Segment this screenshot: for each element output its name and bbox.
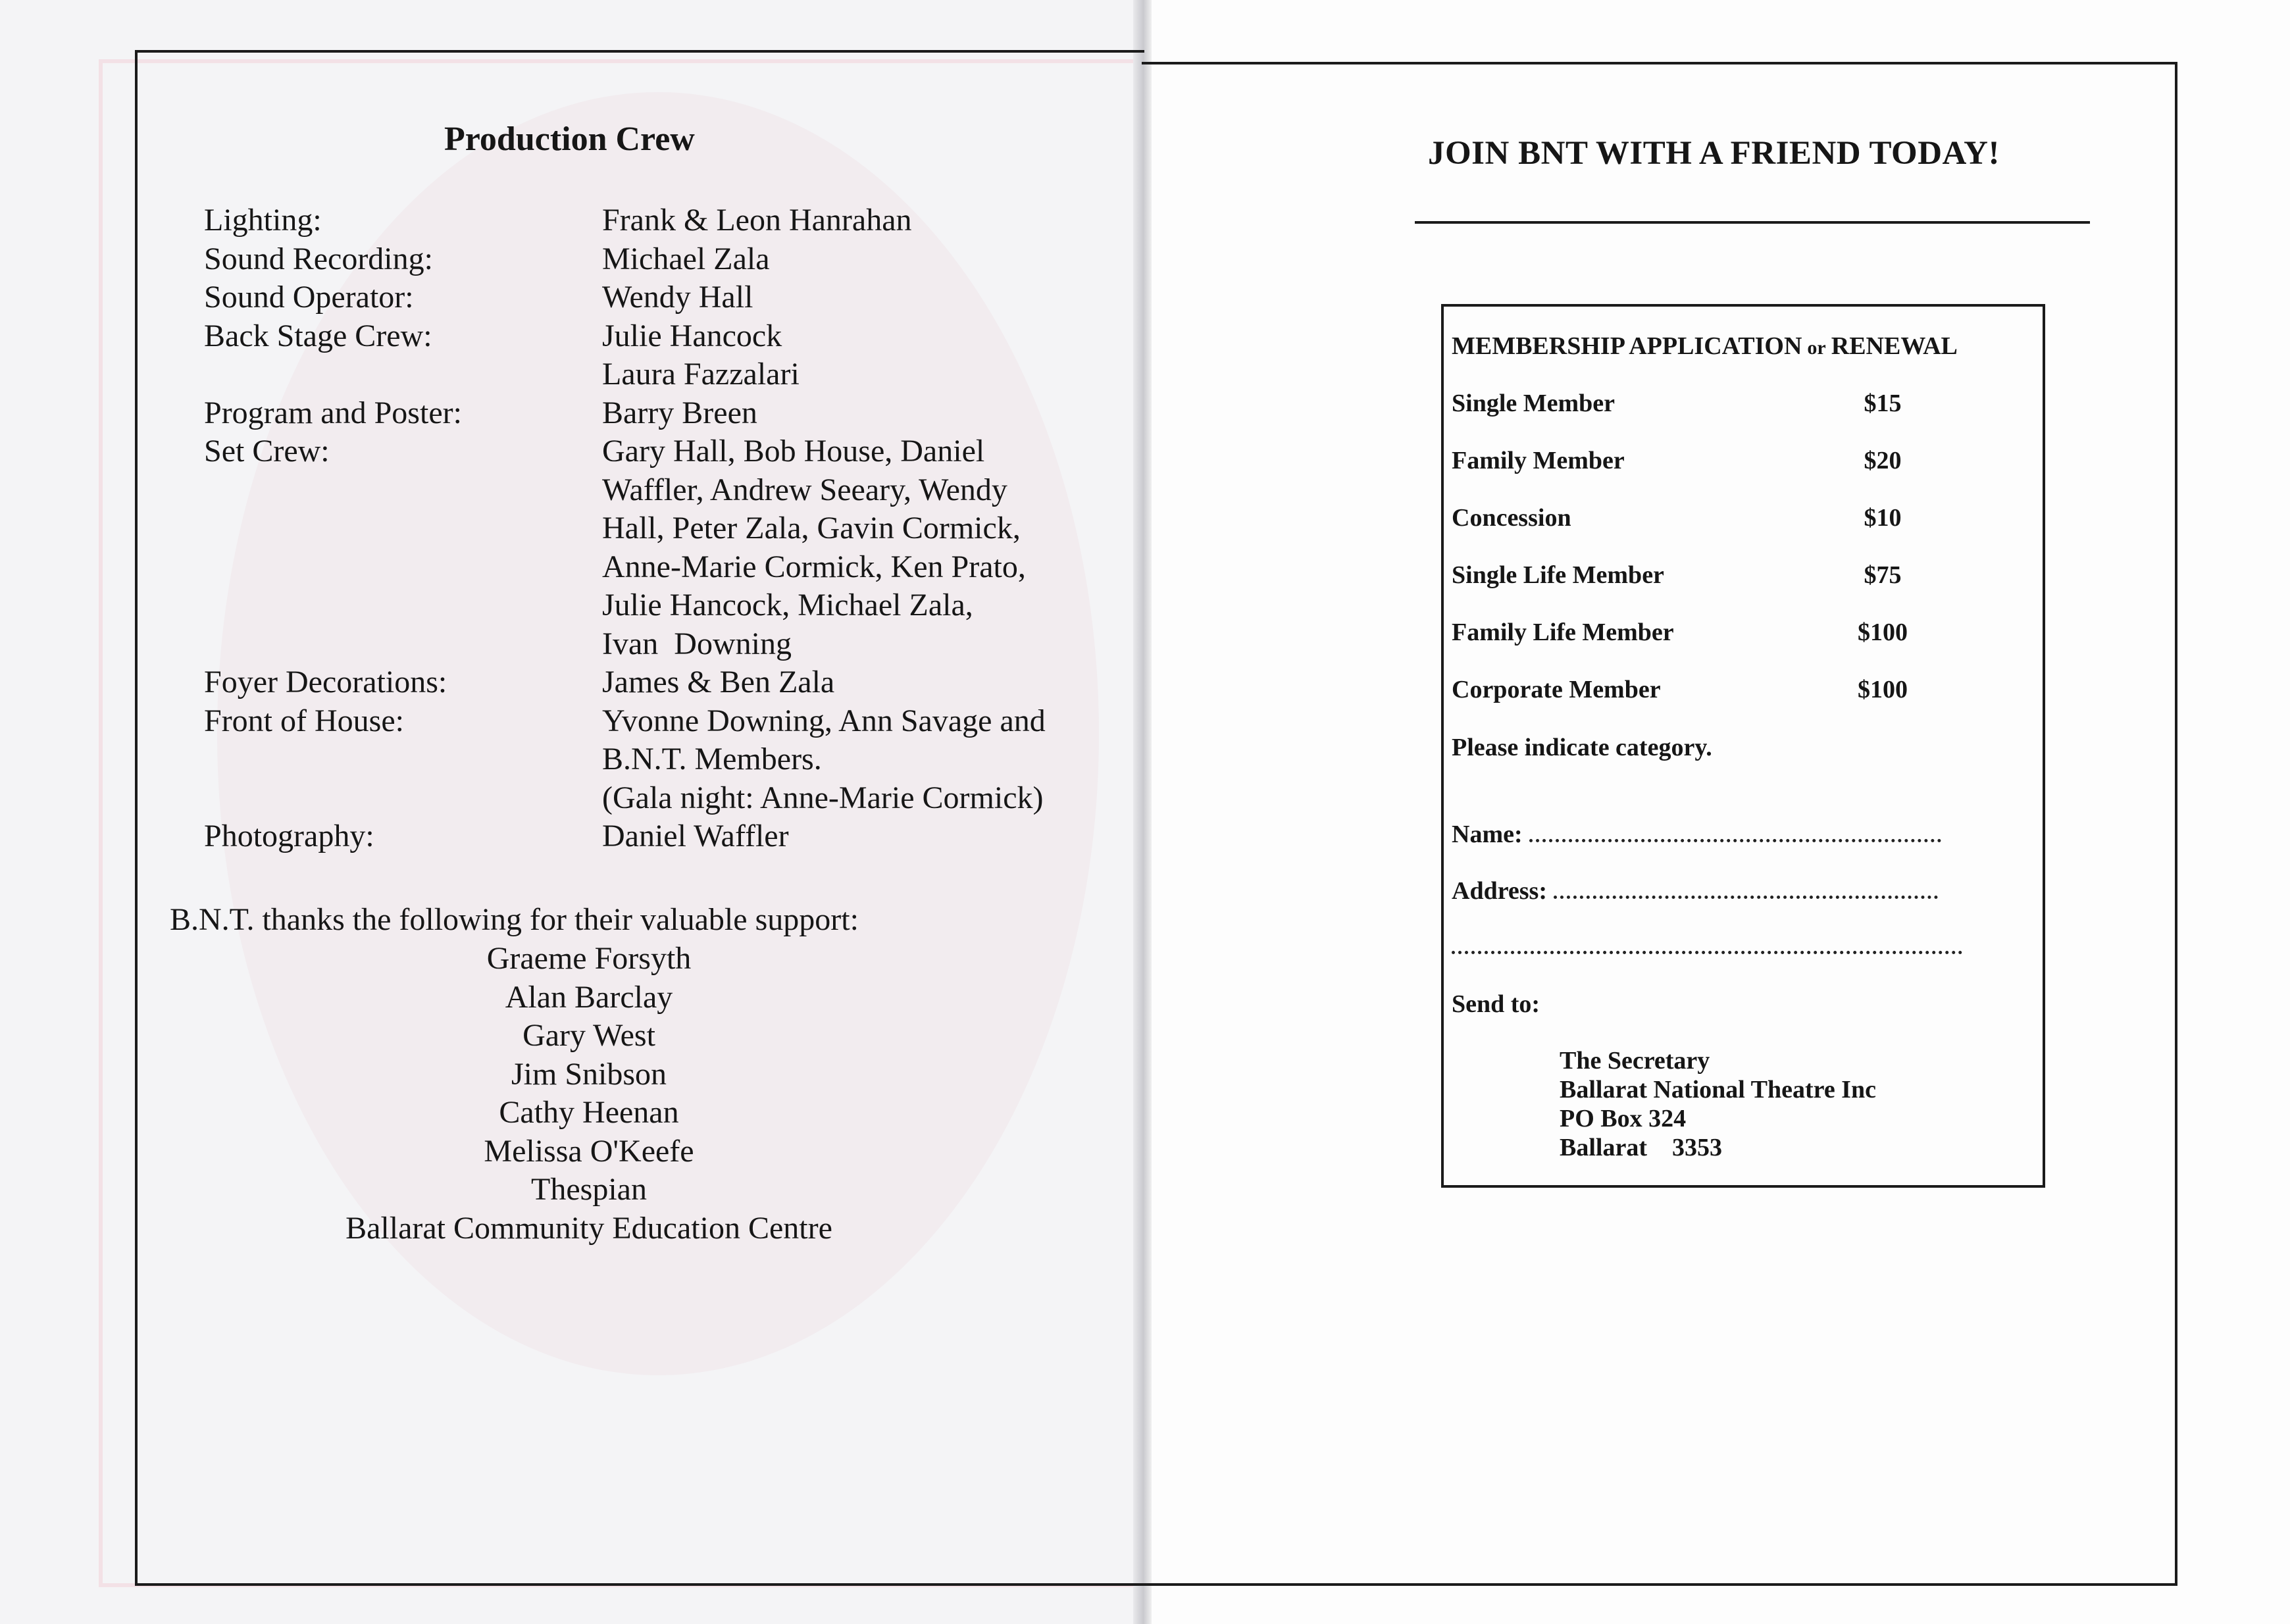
crew-name: Yvonne Downing, Ann Savage and [602, 703, 1046, 738]
crew-name: Barry Breen [602, 395, 757, 430]
production-crew-title: Production Crew [444, 120, 695, 158]
address-line: Ballarat National Theatre Inc [1560, 1076, 1876, 1104]
membership-option[interactable] [1452, 389, 1925, 422]
name-field[interactable] [1452, 820, 1941, 849]
membership-label: Family Member [1452, 447, 1625, 474]
membership-option[interactable] [1452, 618, 1925, 651]
crew-role: Photography: [204, 819, 374, 853]
membership-price: $15 [1864, 390, 1902, 417]
crew-name: Laura Fazzalari [602, 357, 800, 392]
crew-name: Frank & Leon Hanrahan [602, 203, 912, 238]
crew-role: Program and Poster: [204, 395, 462, 430]
address-field-line-2[interactable] [1452, 932, 1962, 961]
crew-role: Sound Recording: [204, 241, 433, 276]
crew-role: Front of House: [204, 703, 404, 738]
crew-name: (Gala night: Anne-Marie Cormick) [602, 780, 1044, 815]
form-heading-or: or [1807, 337, 1826, 359]
crew-name: Hall, Peter Zala, Gavin Cormick, [602, 511, 1021, 546]
thanks-item: Gary West [522, 1018, 655, 1053]
crew-row-back-stage [204, 317, 1138, 394]
thanks-item: Jim Snibson [511, 1056, 667, 1092]
crew-role: Sound Operator: [204, 280, 414, 315]
form-heading-renewal: RENEWAL [1831, 332, 1958, 360]
membership-option[interactable] [1452, 675, 1925, 708]
crew-name: B.N.T. Members. [602, 742, 822, 776]
address-dotted-line-2[interactable] [1452, 934, 1962, 954]
postal-address [1560, 1046, 1876, 1162]
address-label: Address: [1452, 877, 1547, 905]
crew-name: Michael Zala [602, 241, 770, 276]
crew-row-front-of-house [204, 702, 1138, 818]
membership-option[interactable] [1452, 561, 1925, 594]
membership-label: Corporate Member [1452, 676, 1661, 703]
membership-option[interactable] [1452, 503, 1925, 536]
thanks-item: Thespian [531, 1172, 647, 1207]
crew-name: James & Ben Zala [602, 665, 835, 699]
thanks-item: Alan Barclay [505, 979, 673, 1015]
title-divider [1415, 221, 2090, 224]
crew-name: Julie Hancock, Michael Zala, [602, 588, 973, 622]
name-label: Name: [1452, 821, 1523, 848]
crew-row-foyer-decorations [204, 663, 1138, 702]
crew-row-lighting [204, 201, 1138, 240]
membership-option[interactable] [1452, 446, 1925, 479]
crew-role: Back Stage Crew: [204, 318, 432, 353]
thanks-item: Ballarat Community Education Centre [345, 1210, 832, 1246]
membership-label: Single Member [1452, 390, 1616, 417]
crew-role: Set Crew: [204, 434, 330, 469]
address-line: PO Box 324 [1560, 1105, 1687, 1132]
indicate-category-text: Please indicate category. [1452, 734, 1712, 761]
membership-label: Concession [1452, 504, 1571, 532]
membership-price: $75 [1864, 561, 1902, 589]
send-to-label: Send to: [1452, 990, 1540, 1018]
membership-price: $10 [1864, 504, 1902, 532]
crew-row-photography [204, 817, 1138, 856]
membership-label: Single Life Member [1452, 561, 1664, 589]
crew-row-program-poster [204, 394, 1138, 433]
address-field[interactable] [1452, 876, 1938, 905]
address-line: The Secretary [1560, 1047, 1710, 1075]
thanks-item: Cathy Heenan [499, 1095, 679, 1130]
membership-label: Family Life Member [1452, 619, 1674, 646]
crew-row-sound-recording [204, 240, 1138, 279]
thanks-intro: B.N.T. thanks the following for their valuable support: [170, 902, 859, 937]
crew-name: Ivan Downing [602, 626, 792, 661]
address-dotted-line[interactable] [1554, 878, 1938, 899]
crew-name: Anne-Marie Cormick, Ken Prato, [602, 549, 1026, 584]
form-heading [1452, 332, 1958, 361]
address-line: Ballarat 3353 [1560, 1134, 1722, 1161]
crew-role: Lighting: [204, 203, 322, 238]
name-dotted-line[interactable] [1529, 822, 1941, 842]
thanks-item: Melissa O'Keefe [484, 1133, 694, 1169]
membership-price: $100 [1858, 619, 1908, 646]
crew-row-sound-operator [204, 278, 1138, 317]
crew-row-set-crew [204, 432, 1138, 663]
membership-price: $100 [1858, 676, 1908, 703]
membership-form [1441, 304, 2045, 1188]
crew-name: Daniel Waffler [602, 819, 789, 853]
thanks-item: Graeme Forsyth [486, 941, 692, 976]
crew-name: Waffler, Andrew Seeary, Wendy [602, 472, 1007, 507]
crew-role: Foyer Decorations: [204, 665, 447, 699]
crew-name: Julie Hancock [602, 318, 782, 353]
crew-name: Wendy Hall [602, 280, 753, 315]
membership-price: $20 [1864, 447, 1902, 474]
form-heading-application: MEMBERSHIP APPLICATION [1452, 332, 1802, 360]
crew-name: Gary Hall, Bob House, Daniel [602, 434, 985, 469]
join-title: JOIN BNT WITH A FRIEND TODAY! [1428, 135, 2000, 172]
thanks-list [184, 940, 994, 1248]
crew-list [204, 201, 1138, 856]
